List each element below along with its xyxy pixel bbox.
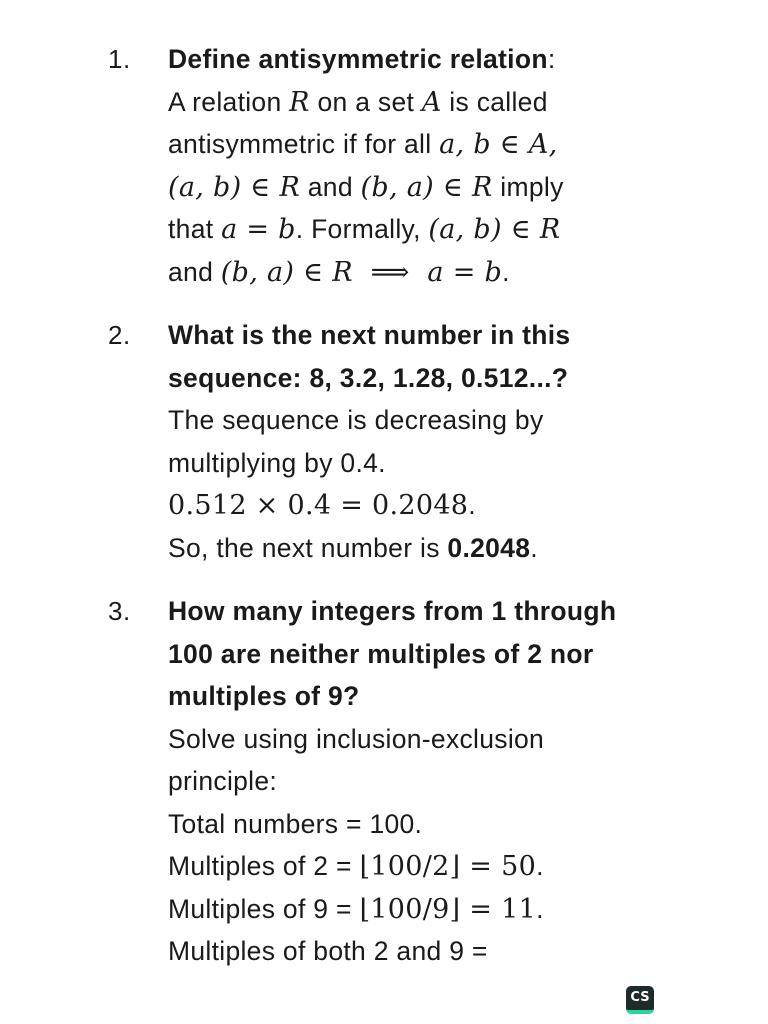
text: . — [530, 532, 538, 563]
answer-line — [168, 123, 748, 166]
item-number: 2. — [108, 320, 131, 350]
answer-line — [168, 484, 748, 527]
answer-line — [168, 208, 748, 251]
text: that — [168, 214, 222, 244]
math-R: R — [289, 86, 310, 118]
camscanner-logo-icon: CS — [626, 986, 654, 1014]
text: imply — [492, 171, 564, 202]
text: A relation — [168, 86, 290, 117]
question-line: multiples of 9? — [168, 681, 360, 711]
question-line: 100 are neither multiples of 2 nor — [168, 638, 594, 669]
item-number: 1. — [108, 44, 131, 74]
answer-value: 0.2048 — [447, 532, 531, 563]
text: . — [502, 256, 510, 287]
answer-line: Total numbers = 100. — [168, 808, 423, 839]
math-expression: a, b ∈ A, — [439, 129, 558, 160]
text: . Formally, — [295, 214, 429, 244]
question-line: sequence: 8, 3.2, 1.28, 0.512...? — [168, 362, 569, 393]
math-expression: (b, a) ∈ R ⟹ a = b — [220, 256, 503, 288]
item-body — [168, 314, 748, 569]
text: and — [300, 171, 361, 202]
math-expression: 0.512 × 0.4 = 0.2048 — [168, 490, 469, 521]
answer-line: Multiples of both 2 and 9 = — [168, 936, 488, 966]
math-expression: ⌊100/2⌋ = 50 — [359, 851, 537, 882]
text: Multiples of 9 = — [168, 893, 360, 924]
question-line: How many integers from 1 through — [168, 596, 617, 626]
question-line — [168, 38, 748, 81]
text: Multiples of 2 = — [168, 851, 360, 881]
item-number: 3. — [108, 596, 131, 626]
text: on a set — [309, 86, 422, 117]
question-colon: : — [547, 44, 556, 74]
answer-line: The sequence is decreasing by — [168, 405, 544, 435]
answer-line: multiplying by 0.4. — [168, 447, 386, 478]
answer-line: principle: — [168, 766, 278, 796]
math-A: A — [421, 86, 442, 118]
text: and — [168, 256, 221, 287]
answer-line — [168, 166, 748, 209]
answer-line — [168, 81, 748, 124]
text: is called — [441, 86, 548, 117]
item-body — [168, 590, 748, 973]
text: antisymmetric if for all — [168, 129, 440, 159]
answer-line — [168, 888, 748, 931]
answer-line — [168, 845, 748, 888]
item-body — [168, 38, 748, 293]
answer-line: Solve using inclusion-exclusion — [168, 723, 545, 754]
text: . — [536, 893, 544, 924]
text: So, the next number is — [168, 532, 448, 563]
answer-line — [168, 251, 748, 294]
answer-line — [168, 527, 748, 570]
math-expression: (a, b) ∈ R — [428, 214, 561, 245]
text: . — [536, 851, 544, 881]
question-line: What is the next number in this — [168, 320, 571, 350]
math-expression: (a, b) ∈ R — [168, 171, 301, 203]
math-expression: (b, a) ∈ R — [360, 171, 493, 203]
text: . — [468, 490, 476, 520]
math-expression: a = b — [221, 214, 296, 245]
math-expression: ⌊100/9⌋ = 11 — [359, 893, 537, 925]
question-text: Define antisymmetric relation — [168, 44, 548, 74]
